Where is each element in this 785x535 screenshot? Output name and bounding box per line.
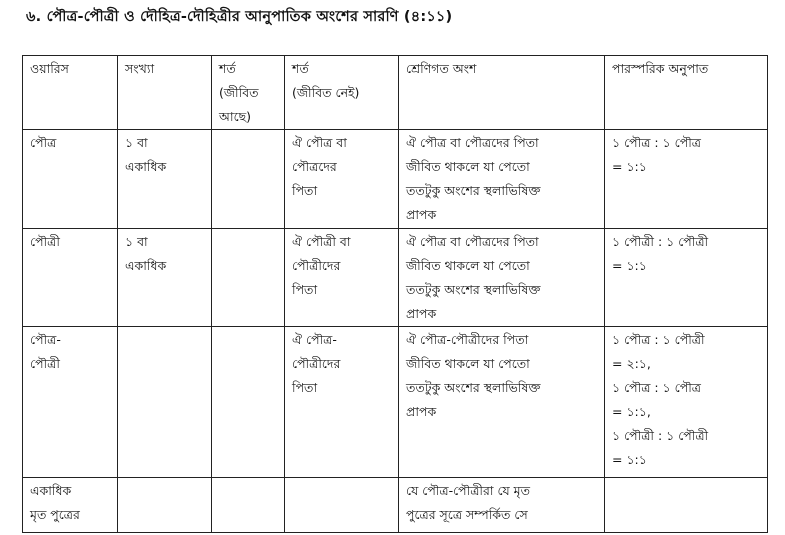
cell-condition-not-alive: ঐ পৌত্র- পৌত্রীদের পিতা [285,327,399,478]
table-header-row [23,56,768,130]
table-row [23,229,768,327]
table-row [23,130,768,229]
cell-count: ১ বা একাধিক [118,130,212,229]
table-row [23,327,768,478]
cell-class-share: যে পৌত্র-পৌত্রীরা যে মৃত পুত্রের সূত্রে সম্পর্কিত সে [399,478,605,533]
cell-condition-not-alive [285,478,399,533]
header-class-share: শ্রেণিগত অংশ [399,56,605,130]
cell-heir: পৌত্রী [23,229,118,327]
cell-condition-not-alive: ঐ পৌত্র বা পৌত্রদের পিতা [285,130,399,229]
cell-heir: একাধিক মৃত পুত্রের [23,478,118,533]
cell-class-share: ঐ পৌত্র বা পৌত্রদের পিতা জীবিত থাকলে যা পেতো ততটুকু অংশের স্থলাভিষিক্ত প্রাপক [399,229,605,327]
cell-class-share: ঐ পৌত্র বা পৌত্রদের পিতা জীবিত থাকলে যা পেতো ততটুকু অংশের স্থলাভিষিক্ত প্রাপক [399,130,605,229]
cell-heir: পৌত্র [23,130,118,229]
cell-count [118,478,212,533]
cell-mutual-ratio: ১ পৌত্র : ১ পৌত্র = ১:১ [605,130,768,229]
inheritance-share-table [22,55,768,533]
cell-class-share: ঐ পৌত্র-পৌত্রীদের পিতা জীবিত থাকলে যা পেতো ততটুকু অংশের স্থলাভিষিক্ত প্রাপক [399,327,605,478]
cell-condition-alive [212,130,285,229]
cell-count: ১ বা একাধিক [118,229,212,327]
cell-condition-alive [212,229,285,327]
header-condition-alive: শর্ত (জীবিত আছে) [212,56,285,130]
cell-condition-alive [212,327,285,478]
header-count: সংখ্যা [118,56,212,130]
cell-condition-alive [212,478,285,533]
cell-heir: পৌত্র- পৌত্রী [23,327,118,478]
cell-mutual-ratio [605,478,768,533]
header-heir: ওয়ারিস [23,56,118,130]
cell-condition-not-alive: ঐ পৌত্রী বা পৌত্রীদের পিতা [285,229,399,327]
cell-mutual-ratio: ১ পৌত্র : ১ পৌত্রী = ২:১, ১ পৌত্র : ১ পৌত্র = ১:১, ১ পৌত্রী : ১ পৌত্রী = ১:১ [605,327,768,478]
table-row [23,478,768,533]
document-title: ৬. পৌত্র-পৌত্রী ও দৌহিত্র-দৌহিত্রীর আনুপাতিক অংশের সারণি (৪:১১) [26,9,453,25]
cell-mutual-ratio: ১ পৌত্রী : ১ পৌত্রী = ১:১ [605,229,768,327]
cell-count [118,327,212,478]
header-mutual-ratio: পারস্পরিক অনুপাত [605,56,768,130]
header-condition-not-alive: শর্ত (জীবিত নেই) [285,56,399,130]
